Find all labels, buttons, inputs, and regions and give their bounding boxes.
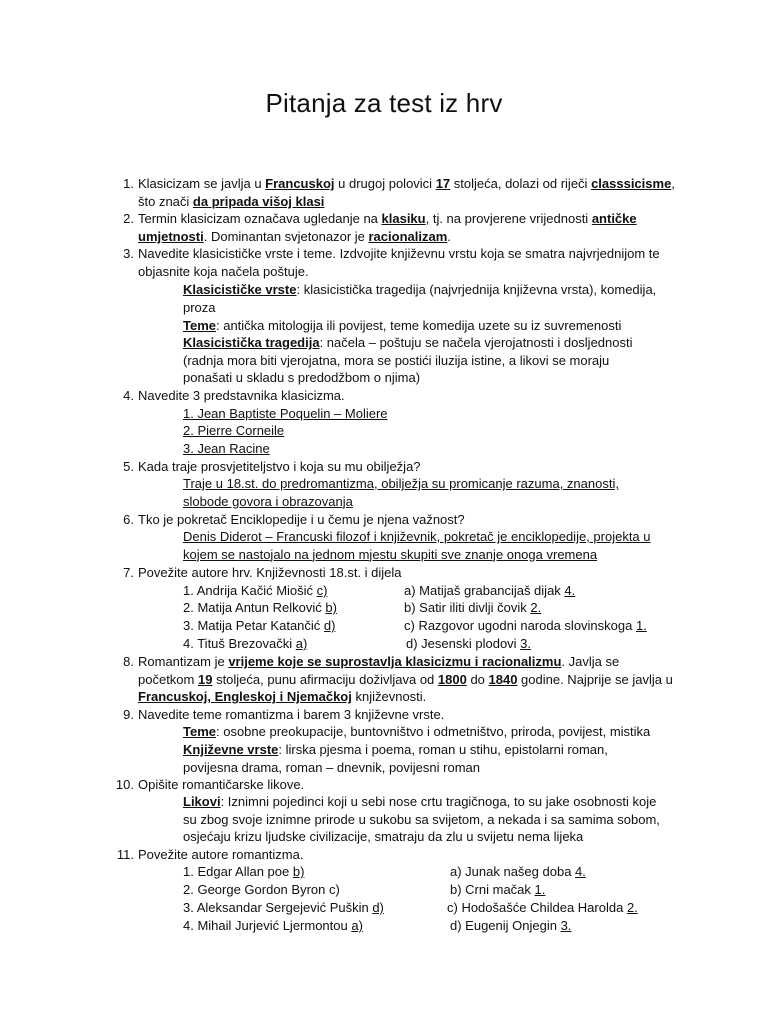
answer-label: Klasicističke vrste xyxy=(183,282,297,297)
answer-bold: 1800 xyxy=(437,671,467,687)
answer-bold: Francuskoj xyxy=(265,176,335,191)
question-text: književnosti. xyxy=(351,689,427,705)
answer-text: : antička mitologija ili povijest, teme komedija uzete su iz suvremenosti xyxy=(216,318,622,333)
answer-text: : Iznimni pojedinci koji u sebi nose crtu tragičnoga, to su jake osobnosti koje su zbog svoje iznimne prirode u sukobu sa svijetom, a nekada i sa samima sobom, osjećaju krizu ljudske civilizacije, smatraju da zlu u svijetu nema lijeka xyxy=(183,794,660,845)
answer-bold: vrijeme koje se suprostavlja klasicizmu i racionalizmu xyxy=(228,654,562,669)
answer-text: : klasicistička tragedija (najvrjednija književna vrsta), komedija, proza xyxy=(183,282,657,315)
question-10 xyxy=(115,776,678,794)
page-title: Pitanja za test iz hrv xyxy=(265,88,503,118)
answer-block xyxy=(183,317,663,335)
question-text: Romantizam je xyxy=(138,654,229,669)
question-number: 4. xyxy=(123,388,134,403)
match-left-item: 2. Matija Antun Relković b) xyxy=(183,600,337,615)
answer-label: Likovi xyxy=(183,794,221,809)
question-number: 3. xyxy=(123,246,134,261)
question-number: 2. xyxy=(123,211,134,226)
question-text: . Dominantan svjetonazor je xyxy=(203,228,369,244)
answer-block xyxy=(183,723,663,741)
question-number: 10. xyxy=(115,777,134,792)
question-6 xyxy=(123,511,678,529)
match-right-item: a) Junak našeg doba 4. xyxy=(450,864,586,879)
answer-label: Teme xyxy=(183,724,216,739)
answer-bold: da pripada višoj klasi xyxy=(192,193,325,209)
answer-text: : osobne preokupacije, buntovništvo i odmetništvo, priroda, povijest, mistika xyxy=(216,724,651,739)
question-number: 7. xyxy=(123,565,134,580)
question-number: 9. xyxy=(123,707,134,722)
answer-label: Teme xyxy=(183,318,216,333)
question-3 xyxy=(123,245,678,280)
question-text: Povežite autore romantizma. xyxy=(138,847,304,862)
answer-text: Denis Diderot – Francuski filozof i književnik, pokretač je enciklopedije, projekta u kojem se nastojalo na jednom mjestu skupiti sve znanje onoga vremena xyxy=(183,529,651,562)
answer-block xyxy=(183,741,663,776)
question-11 xyxy=(116,846,678,864)
match-left-item: 1. Edgar Allan poe b) xyxy=(183,864,305,879)
question-text: Termin klasicizam označava ugledanje na xyxy=(138,211,382,226)
question-text: . xyxy=(447,228,451,244)
match-left-item: 4. Mihail Jurjević Ljermontou a) xyxy=(183,918,363,933)
answer-bold: 17 xyxy=(435,176,451,191)
answer-label: Književne vrste xyxy=(183,742,279,757)
answer-bold: antičke umjetnosti xyxy=(138,211,637,244)
question-text: u drugoj polovici xyxy=(334,176,436,191)
answer-text: : lirska pjesma i poema, roman u stihu, epistolarni roman, povijesna drama, roman – dnevnik, povijesni roman xyxy=(183,742,608,775)
question-text: stoljeća, punu afirmaciju doživljava od xyxy=(212,671,438,687)
question-2 xyxy=(123,210,678,245)
question-number: 1. xyxy=(123,176,134,191)
question-text: Navedite 3 predstavnika klasicizma. xyxy=(138,388,345,403)
question-8 xyxy=(123,653,678,706)
question-text: Opišite romantičarske likove. xyxy=(138,777,305,792)
list-item: 2. Pierre Corneile xyxy=(183,423,285,438)
answer-block xyxy=(183,793,673,846)
match-left-item: 4. Tituš Brezovački a) xyxy=(183,636,308,651)
question-number: 11. xyxy=(116,847,134,862)
question-text: Navedite klasicističke vrste i teme. Izdvojite književnu vrstu koja se smatra najvrjednijom te objasnite koja načela poštuje. xyxy=(138,246,660,279)
question-text: godine. Najprije se javlja u xyxy=(517,671,673,687)
match-right-item: c) Hodošašće Childea Harolda 2. xyxy=(447,900,638,915)
answer-text: Traje u 18.st. do predromantizma, obilježja su promicanje razuma, znanosti, slobode govora i obrazovanja xyxy=(183,476,619,509)
match-left-item: 1. Andrija Kačić Miošić c) xyxy=(183,583,328,598)
match-right-item: b) Satir iliti divlji čovik 2. xyxy=(404,600,542,615)
question-text: stoljeća, dolazi od riječi xyxy=(450,176,592,191)
answer-block xyxy=(183,281,663,316)
match-right-item: c) Razgovor ugodni naroda slovinskoga 1. xyxy=(404,618,647,633)
question-7 xyxy=(123,564,678,582)
question-text: , što znači xyxy=(138,176,675,209)
question-4 xyxy=(123,387,678,405)
question-text: , tj. na provjerene vrijednosti xyxy=(425,211,592,226)
match-left-item: 3. Aleksandar Sergejević Puškin d) xyxy=(183,900,384,915)
question-text: . Javlja se početkom xyxy=(138,654,620,687)
question-5 xyxy=(123,458,678,476)
question-number: 8. xyxy=(123,654,134,669)
match-right-item: d) Eugenij Onjegin 3. xyxy=(450,918,572,933)
answer-bold: Francuskoj, Engleskoj i Njemačkoj xyxy=(138,689,352,705)
question-number: 5. xyxy=(123,459,134,474)
answer-bold: classsicisme xyxy=(591,176,672,191)
question-text: Povežite autore hrv. Književnosti 18.st. i dijela xyxy=(138,565,402,580)
question-text: Tko je pokretač Enciklopedije i u čemu je njena važnost? xyxy=(138,512,465,527)
list-item: 3. Jean Racine xyxy=(183,441,270,456)
match-right-item: b) Crni mačak 1. xyxy=(450,882,546,897)
question-number: 6. xyxy=(123,512,134,527)
answer-label: Klasicistička tragedija xyxy=(183,335,320,350)
question-9 xyxy=(123,706,678,724)
answer-bold: 1840 xyxy=(488,671,518,687)
question-text: Navedite teme romantizma i barem 3 književne vrste. xyxy=(138,707,445,722)
match-left-item: 3. Matija Petar Katančić d) xyxy=(183,618,336,633)
answer-bold: klasiku xyxy=(381,211,426,226)
answer-bold: racionalizam xyxy=(368,228,448,244)
question-text: Kada traje prosvjetiteljstvo i koja su mu obilježja? xyxy=(138,459,421,474)
question-text: Klasicizam se javlja u xyxy=(138,176,266,191)
match-left-item: 2. George Gordon Byron c) xyxy=(183,882,340,897)
match-right-item: a) Matijaš grabancijaš dijak 4. xyxy=(404,583,576,598)
answer-text: : načela – poštuju se načela vjerojatnosti i dosljednosti (radnja mora biti vjerojatna, mora se postići iluzija istine, a likovi se moraju ponašati u skladu s predodžbom o njima) xyxy=(183,335,633,386)
match-right-item: d) Jesenski plodovi 3. xyxy=(406,636,532,651)
list-item: 1. Jean Baptiste Poquelin – Moliere xyxy=(183,406,388,421)
answer-block xyxy=(183,334,653,387)
answer-bold: 19 xyxy=(197,671,213,687)
question-text: do xyxy=(466,671,489,687)
question-1 xyxy=(123,175,678,210)
